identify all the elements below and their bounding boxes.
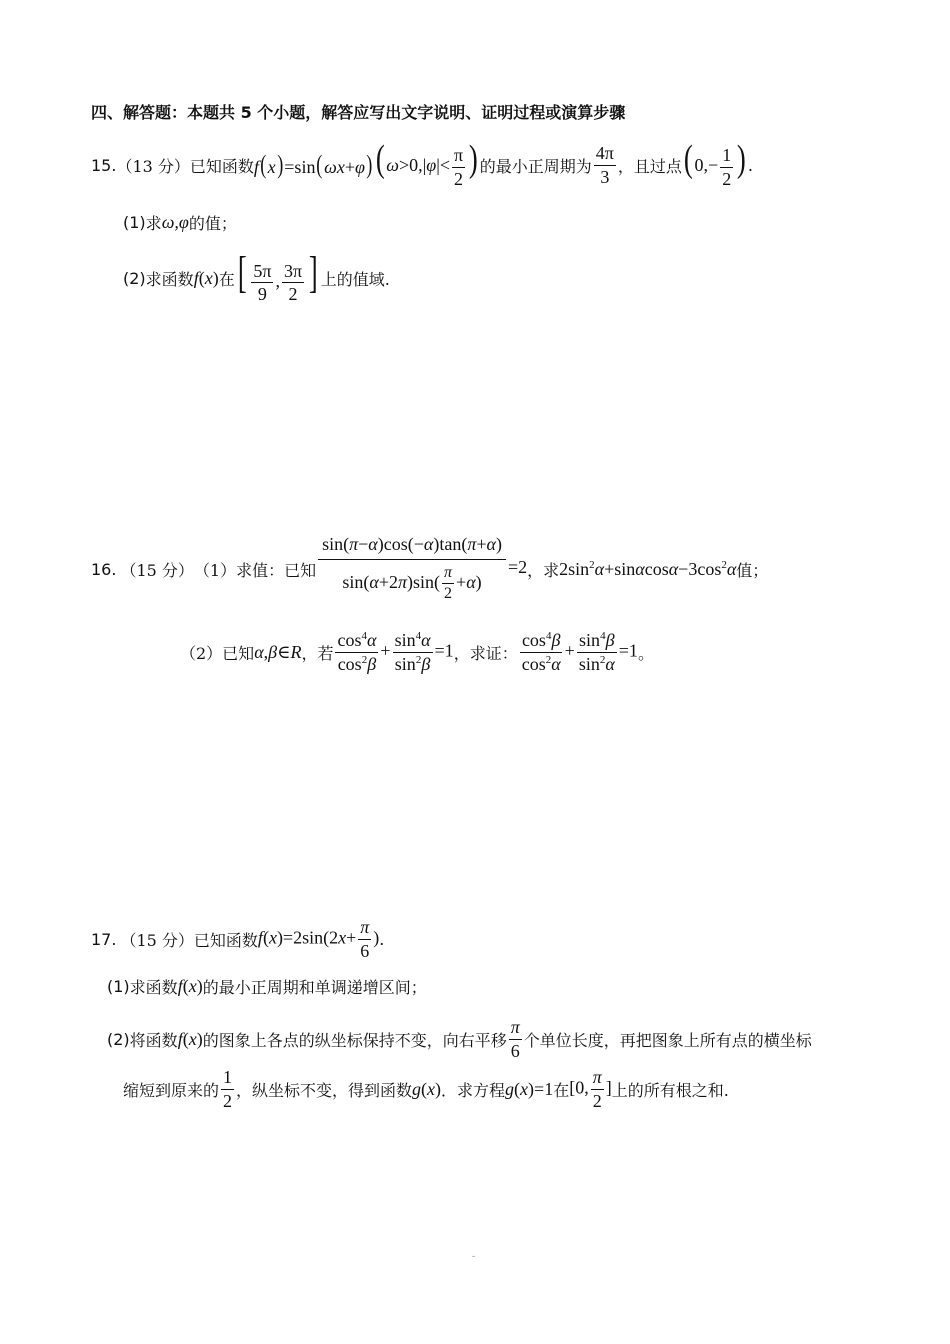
q17-stem	[91, 914, 384, 964]
q17-part1-func: f(x)	[177, 975, 203, 996]
q17-part2-func: f(x)	[177, 1028, 203, 1049]
q16-given-equation: sin(π−α)cos(−α)tan(π+α) sin(α+2π)sin( $\frac{\pi}{2}$ +α) =2	[316, 534, 527, 603]
q16-part1-mid: ，求	[527, 560, 560, 580]
q17-part1-text: 求函数	[129, 977, 178, 997]
q16-part2-label: （2）已知	[180, 643, 255, 663]
q17-part2-e: ，纵坐标不变，得到函数	[236, 1080, 413, 1100]
q15-part2-in: 在	[218, 269, 235, 289]
q15-lead: 已知函数	[189, 156, 254, 176]
q15-part1-end: 的值；	[188, 213, 237, 233]
q17-interval: [0, $\frac{\pi}{2}$ ]	[569, 1066, 612, 1111]
q17-part2-a: 将函数	[129, 1030, 178, 1050]
q17-shrink: $\frac{1}{2}$	[223, 1066, 233, 1111]
q15-cond-text: 的最小正周期为	[479, 156, 592, 176]
q17-g-func: g(x)	[412, 1078, 442, 1099]
q15-part1-text: 求	[145, 213, 162, 233]
q17-part2-b: 的图象上各点的纵坐标保持不变，向右平移	[202, 1030, 507, 1050]
q15-number: 15.	[91, 155, 117, 175]
q15-part1-label: (1)	[123, 212, 146, 232]
q17-part2-h: 上的所有根之和.	[611, 1080, 729, 1100]
section-title: 四、解答题：本题共 5 个小题，解答应写出文字说明、证明过程或演算步骤	[91, 103, 626, 122]
q16-part2-end: 。	[637, 643, 654, 663]
q16-number: 16.	[91, 559, 117, 579]
q16-part1-text: （1）求值：已知	[193, 560, 317, 580]
q17-part2-line1	[107, 1014, 812, 1064]
q16-points: （15 分）	[120, 560, 194, 580]
q17-part1-end: 的最小正周期和单调递增区间；	[202, 977, 427, 997]
q17-end: .	[379, 929, 385, 949]
q17-equation: g(x)=1	[505, 1078, 554, 1099]
q15-part2-end: 上的值域.	[320, 269, 390, 289]
q15-part2-label: (2)	[123, 268, 146, 288]
q16-part2-prove: ，求证：	[453, 643, 518, 663]
q15-part2	[123, 247, 390, 305]
q16-vars: α,β∈R	[254, 641, 302, 662]
q17-points: （15 分）	[120, 930, 194, 950]
q15-interval: [ $\frac{5\pi}{9}$ , $\frac{3\pi}{2}$ ]	[237, 247, 318, 305]
q15-function: f(x)=sin(ωx+φ)	[253, 150, 373, 179]
page-footer-mark: -	[472, 1252, 476, 1262]
q17-part2-c: 个单位长度，再把图象上所有点的横坐标	[523, 1030, 812, 1050]
q15-stem	[91, 140, 753, 190]
q17-lead: 已知函数	[193, 930, 258, 950]
q15-period: $\frac{4\pi}{3}$	[595, 142, 614, 187]
q17-part2-d: 缩短到原来的	[123, 1080, 220, 1100]
q15-pass-text: ，且过点	[617, 156, 682, 176]
q15-end: .	[747, 155, 753, 175]
q17-part2-f: ．求方程	[441, 1080, 506, 1100]
q17-shift: $\frac{\pi}{6}$	[510, 1016, 520, 1061]
q17-part1-label: (1)	[107, 976, 130, 996]
q15-part1-vars: ω,φ	[161, 211, 189, 232]
q16-part1	[91, 534, 769, 603]
q17-part2-line2	[123, 1064, 729, 1114]
q17-number: 17.	[91, 929, 117, 949]
q15-condition: ( ω>0,|φ|< $\frac{\pi}{2}$ )	[375, 138, 478, 189]
q15-point: ( 0,− $\frac{1}{2}$ )	[683, 138, 746, 189]
q16-part2	[180, 626, 654, 678]
q15-points: （13 分）	[116, 156, 190, 176]
q16-part2-if: ，若	[301, 643, 334, 663]
q17-function: f(x)=2sin(2x+ $\frac{\pi}{6}$ )	[257, 916, 380, 961]
q15-part1	[123, 210, 237, 234]
q16-target-expr: $2\sin^2\alpha+\sin\alpha\cos\alpha-3\cos^2\alpha$	[559, 558, 737, 579]
q17-part2-label: (2)	[107, 1029, 130, 1049]
q17-part2-g: 在	[553, 1080, 570, 1100]
q15-part2-text: 求函数	[145, 269, 194, 289]
q16-hypothesis: $\frac{\cos^4\alpha}{\cos^2\beta}$ + $\frac{\sin^4\alpha}{\sin^2\beta}$ =1	[337, 629, 454, 674]
q16-part1-end: 值；	[736, 560, 769, 580]
q17-part1	[107, 974, 427, 998]
q15-part2-func: f(x)	[193, 267, 219, 288]
q16-conclusion: $\frac{\cos^4\beta}{\cos^2\alpha}$ + $\frac{\sin^4\beta}{\sin^2\alpha}$ =1	[521, 629, 638, 674]
